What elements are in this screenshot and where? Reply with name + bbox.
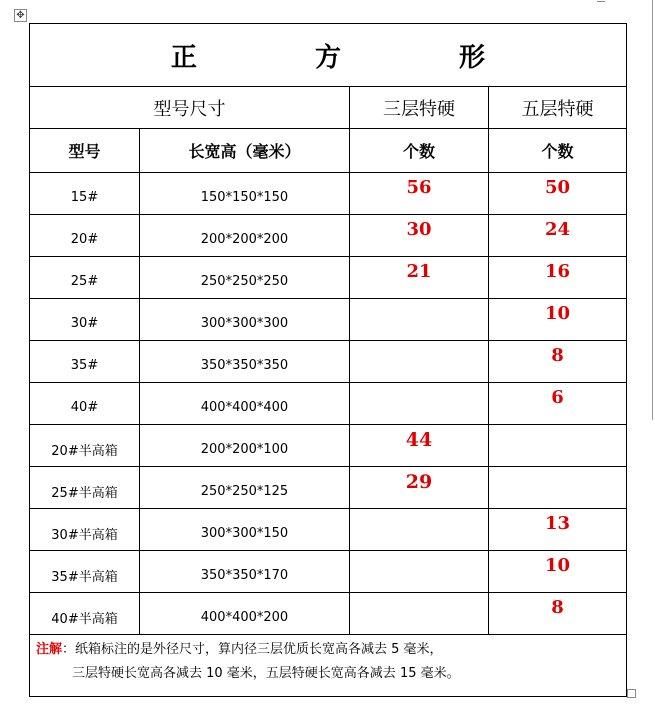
five-layer-count: 24 [489, 215, 627, 257]
dims-cell: 350*350*350 [140, 341, 350, 383]
table-row [30, 341, 627, 383]
three-layer-count: 21 [350, 257, 489, 299]
table-row [30, 257, 627, 299]
title-char: 形 [459, 42, 486, 73]
model-cell: 25# [30, 257, 140, 299]
three-layer-count [350, 593, 489, 635]
note-line-1: ：纸箱标注的是外径尺寸，算内径三层优质长宽高各减去 5 毫米， [62, 642, 443, 657]
title-char: 正 [170, 42, 197, 73]
model-cell: 40#半高箱 [30, 593, 140, 635]
five-layer-count: 16 [489, 257, 627, 299]
note-label: 注解 [36, 642, 63, 657]
table-move-handle-icon[interactable]: ✥ [14, 9, 27, 22]
three-layer-count: 30 [350, 215, 489, 257]
subheader-dims: 长宽高（毫米） [140, 129, 350, 173]
three-layer-count [350, 299, 489, 341]
table-row [30, 173, 627, 215]
header-row [30, 87, 627, 129]
table-row [30, 383, 627, 425]
page-corner-mark [597, 1, 605, 3]
five-layer-count: 10 [489, 299, 627, 341]
three-layer-count: 29 [350, 467, 489, 509]
header-three-layer: 三层特硬 [350, 87, 489, 129]
table-resize-handle-icon[interactable] [627, 689, 636, 698]
model-cell: 25#半高箱 [30, 467, 140, 509]
title-row [30, 24, 627, 87]
table-row [30, 467, 627, 509]
five-layer-count: 13 [489, 509, 627, 551]
five-layer-count: 6 [489, 383, 627, 425]
model-cell: 35# [30, 341, 140, 383]
three-layer-count [350, 551, 489, 593]
three-layer-count: 56 [350, 173, 489, 215]
table-row [30, 299, 627, 341]
model-cell: 35#半高箱 [30, 551, 140, 593]
dims-cell: 250*250*125 [140, 467, 350, 509]
subheader-count-five: 个数 [489, 129, 627, 173]
page-edge-line [652, 0, 653, 420]
dims-cell: 300*300*300 [140, 299, 350, 341]
note-row [30, 635, 627, 697]
dims-cell: 400*400*400 [140, 383, 350, 425]
subheader-count-three: 个数 [350, 129, 489, 173]
dims-cell: 200*200*100 [140, 425, 350, 467]
table-row [30, 593, 627, 635]
table-note [30, 635, 627, 697]
table-row [30, 215, 627, 257]
box-size-table [29, 23, 627, 697]
five-layer-count: 8 [489, 341, 627, 383]
five-layer-count: 8 [489, 593, 627, 635]
five-layer-count [489, 425, 627, 467]
three-layer-count: 44 [350, 425, 489, 467]
header-five-layer: 五层特硬 [489, 87, 627, 129]
table-row [30, 551, 627, 593]
model-cell: 30# [30, 299, 140, 341]
dims-cell: 300*300*150 [140, 509, 350, 551]
five-layer-count: 10 [489, 551, 627, 593]
dims-cell: 200*200*200 [140, 215, 350, 257]
dims-cell: 400*400*200 [140, 593, 350, 635]
dims-cell: 250*250*250 [140, 257, 350, 299]
five-layer-count [489, 467, 627, 509]
model-cell: 20# [30, 215, 140, 257]
subheader-model: 型号 [30, 129, 140, 173]
model-cell: 20#半高箱 [30, 425, 140, 467]
model-cell: 40# [30, 383, 140, 425]
five-layer-count: 50 [489, 173, 627, 215]
subheader-row [30, 129, 627, 173]
table-row [30, 425, 627, 467]
dims-cell: 150*150*150 [140, 173, 350, 215]
three-layer-count [350, 341, 489, 383]
table-title [30, 24, 627, 87]
table-row [30, 509, 627, 551]
title-char: 方 [314, 42, 341, 73]
model-cell: 30#半高箱 [30, 509, 140, 551]
dims-cell: 350*350*170 [140, 551, 350, 593]
three-layer-count [350, 509, 489, 551]
three-layer-count [350, 383, 489, 425]
note-line-2: 三层特硬长宽高各减去 10 毫米，五层特硬长宽高各减去 15 毫米。 [72, 666, 460, 681]
model-cell: 15# [30, 173, 140, 215]
header-model-size: 型号尺寸 [30, 87, 350, 129]
